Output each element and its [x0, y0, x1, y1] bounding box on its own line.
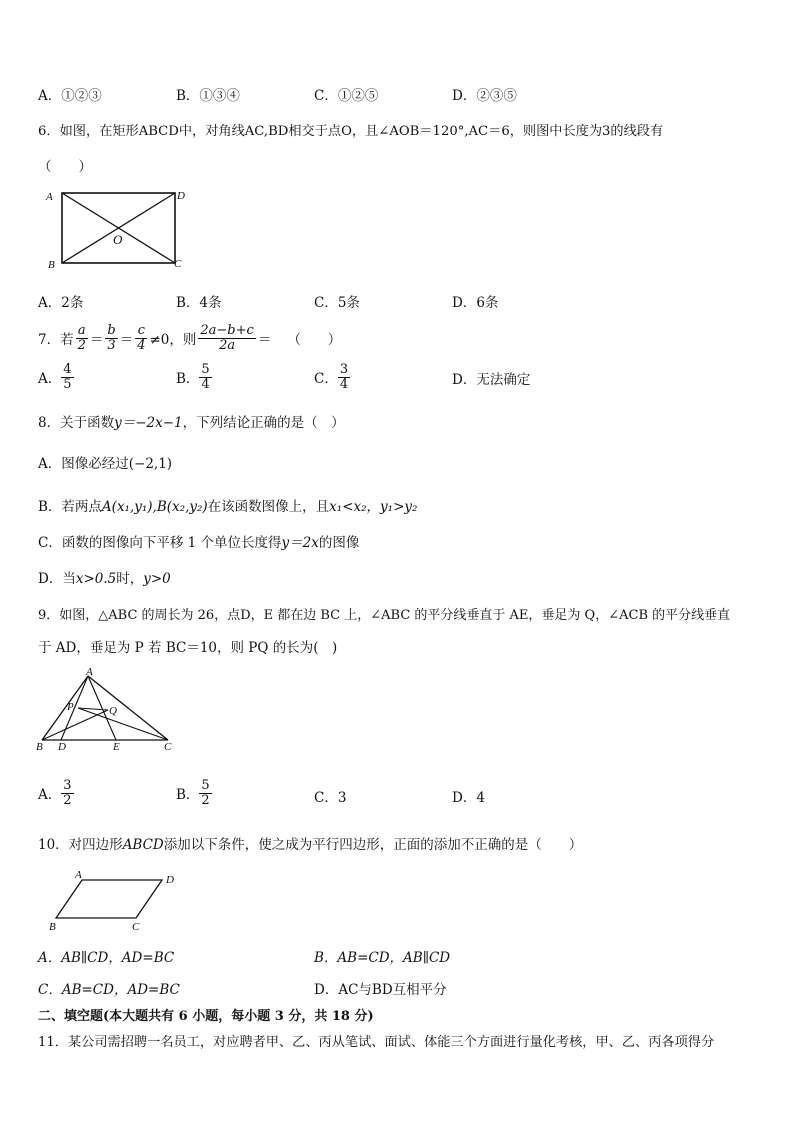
q7-frac-c: $\frac{c}{4}$ [137, 322, 146, 353]
q6-label-c: C [174, 258, 182, 270]
q10-label-d: D [166, 874, 174, 886]
q7-neq: ≠0，则 [149, 332, 197, 348]
q9-option-d: D．4 [452, 790, 485, 806]
q9-stem-line1: 9．如图，△ABC 的周长为 26，点D，E 都在边 BC 上，∠ABC 的平分线垂直于 AE，垂足为 Q，∠ACB 的平分线垂直 [38, 608, 731, 623]
q10-label-b: B [49, 921, 56, 933]
q5-option-b: B．①③④ [176, 88, 240, 104]
q8-option-d: D．当x>0.5时，y>0 [38, 571, 171, 587]
q7-option-d: D．无法确定 [452, 372, 531, 388]
q6-label-o: O [113, 232, 123, 247]
q10-parallelogram-figure [44, 866, 184, 936]
q7-option-a: A． $\frac{4}{5}$ [38, 361, 72, 392]
q6-label-a: A [46, 191, 53, 203]
q7-option-c: C． $\frac{3}{4}$ [314, 361, 349, 392]
q9-label-c: C [164, 741, 172, 753]
q10-option-b: B．AB=CD，AB∥CD [314, 950, 451, 966]
q11-stem: 11．某公司需招聘一名员工，对应聘者甲、乙、丙从笔试、面试、体能三个方面进行量化考核，甲、乙、丙各项得分 [38, 1035, 715, 1050]
q9-label-e: E [113, 741, 120, 753]
q7-paren: （ ） [287, 332, 342, 348]
q9-option-b: B． $\frac{5}{2}$ [176, 777, 210, 808]
q8-option-c: C．函数的图像向下平移 1 个单位长度得y＝2x的图像 [38, 535, 360, 551]
q7-option-b: B． $\frac{5}{4}$ [176, 361, 210, 392]
q10-option-c: C．AB=CD，AD=BC [38, 982, 180, 998]
q10-label-c: C [132, 921, 140, 933]
q5-option-a: A．①②③ [38, 88, 102, 104]
q9-triangle-figure [36, 666, 181, 756]
q10-stem: 10．对四边形ABCD添加以下条件，使之成为平行四边形，正面的添加不正确的是（ ） [38, 837, 583, 853]
q7-eq: ＝ [257, 332, 272, 348]
q9-stem-line2: 于 AD，垂足为 P 若 BC＝10，则 PQ 的长为( ) [38, 640, 338, 656]
q8-option-a: A．图像必经过(−2,1) [38, 456, 173, 472]
q7-frac-a: $\frac{a}{2}$ [77, 322, 86, 353]
q6-rectangle-figure [40, 182, 200, 277]
q9-option-a: A． $\frac{3}{2}$ [38, 777, 72, 808]
q10-option-a: A．AB∥CD，AD=BC [38, 950, 175, 966]
q6-option-b: B．4条 [176, 295, 222, 311]
q7-prefix: 7．若 [38, 332, 74, 348]
q8-stem: 8．关于函数y＝−2x−1，下列结论正确的是（ ） [38, 415, 345, 431]
q7-stem: 7．若 $\frac{a}{2}$ ＝ $\frac{b}{3}$ ＝ $\frac{c}{4}$ ≠0，则 $\frac{2a-b+c}{2a}$ ＝ （ ） [38, 322, 342, 353]
q6-option-c: C．5条 [314, 295, 360, 311]
q9-label-d: D [58, 741, 66, 753]
q5-option-d: D．②③⑤ [452, 88, 517, 104]
q9-label-b: B [36, 741, 43, 753]
q8-option-b: B．若两点A(x₁,y₁),B(x₂,y₂)在该函数图像上，且x₁<x₂，y₁>y₂ [38, 499, 418, 515]
q9-option-c: C．3 [314, 790, 347, 806]
q6-option-d: D．6条 [452, 295, 499, 311]
q7-expr: $\frac{2a-b+c}{2a}$ [200, 322, 254, 353]
q6-stem: 6．如图，在矩形ABCD中，对角线AC,BD相交于点O，且∠AOB＝120°,AC＝6，则图中长度为3的线段有 [38, 124, 664, 139]
q6-option-a: A．2条 [38, 295, 84, 311]
section-2-title: 二、填空题(本大题共有 6 小题，每小题 3 分，共 18 分) [38, 1009, 374, 1024]
q10-label-a: A [75, 869, 82, 881]
q10-option-d: D．AC与BD互相平分 [314, 982, 447, 998]
q8-function: y＝−2x−1 [114, 415, 183, 431]
q6-label-b: B [48, 259, 55, 271]
q9-label-p: P [67, 701, 74, 713]
q6-paren: （ ） [38, 159, 92, 175]
q6-label-d: D [177, 190, 185, 202]
q9-label-a: A [86, 666, 93, 678]
q7-frac-b: $\frac{b}{3}$ [107, 322, 116, 353]
q5-option-c: C．①②⑤ [314, 88, 379, 104]
q9-label-q: Q [109, 705, 117, 717]
